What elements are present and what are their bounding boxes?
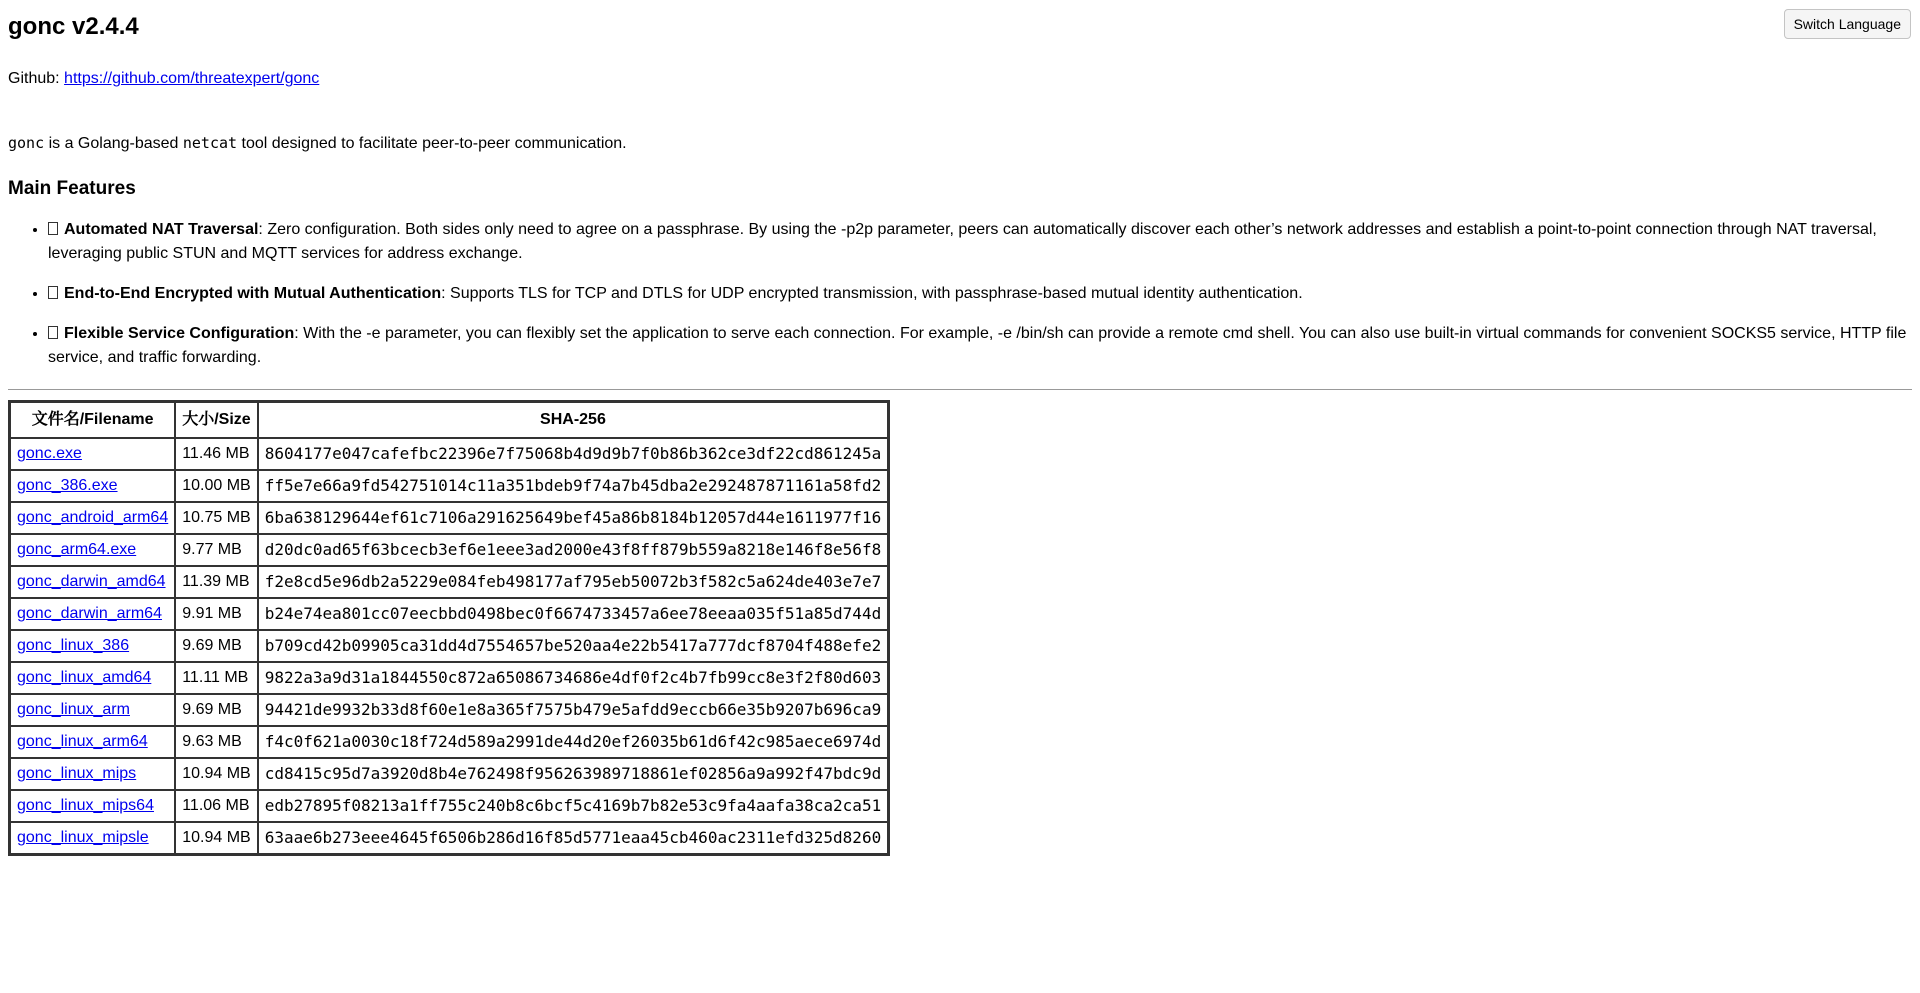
size-cell: 11.46 MB: [175, 438, 257, 470]
download-link[interactable]: gonc.exe: [17, 445, 82, 462]
sha256-cell: ff5e7e66a9fd542751014c11a351bdeb9f74a7b45dba2e292487871161a58fd2: [258, 470, 889, 502]
header-filename: 文件名/Filename: [10, 402, 175, 438]
box-icon: [48, 326, 58, 339]
filename-cell: [10, 758, 175, 790]
feature-item-nat: [48, 218, 1912, 266]
filename-cell: [10, 438, 175, 470]
feature-title: Automated NAT Traversal: [64, 221, 259, 238]
size-cell: 11.06 MB: [175, 790, 257, 822]
filename-cell: [10, 630, 175, 662]
feature-text: : Supports TLS for TCP and DTLS for UDP encrypted transmission, with passphrase-based mutual identity authentication.: [441, 285, 1303, 302]
filename-cell: [10, 662, 175, 694]
intro-text-2: tool designed to facilitate peer-to-peer communication.: [237, 135, 627, 152]
filename-cell: [10, 534, 175, 566]
table-row: [10, 534, 888, 566]
sha256-cell: 6ba638129644ef61c7106a291625649bef45a86b8184b12057d44e1611977f16: [258, 502, 889, 534]
table-row: [10, 790, 888, 822]
filename-cell: [10, 502, 175, 534]
intro-tool: netcat: [182, 134, 238, 152]
size-cell: 10.75 MB: [175, 502, 257, 534]
table-row: [10, 438, 888, 470]
size-cell: 9.69 MB: [175, 694, 257, 726]
table-row: [10, 630, 888, 662]
table-row: [10, 502, 888, 534]
feature-text: : Zero configuration. Both sides only need to agree on a passphrase. By using the -p2p parameter, peers can automatically discover each other’s network addresses and establish a point-to-point connection through NAT traversal, leveraging public STUN and MQTT services for address exchange.: [48, 221, 1877, 262]
feature-title: End-to-End Encrypted with Mutual Authentication: [64, 285, 442, 302]
features-heading: Main Features: [8, 178, 136, 199]
box-icon: [48, 286, 58, 299]
feature-item-service: [48, 322, 1912, 370]
download-link[interactable]: gonc_linux_amd64: [17, 669, 152, 686]
sha256-cell: 9822a3a9d31a1844550c872a65086734686e4df0f2c4b7fb99cc8e3f2f80d603: [258, 662, 889, 694]
table-row: [10, 726, 888, 758]
download-link[interactable]: gonc_linux_mips64: [17, 797, 154, 814]
sha256-cell: cd8415c95d7a3920d8b4e762498f956263989718861ef02856a9a992f47bdc9d: [258, 758, 889, 790]
header-sha256: SHA-256: [258, 402, 889, 438]
divider: [8, 389, 1912, 390]
download-link[interactable]: gonc_linux_arm64: [17, 733, 148, 750]
download-link[interactable]: gonc_darwin_arm64: [17, 605, 162, 622]
sha256-cell: b709cd42b09905ca31dd4d7554657be520aa4e22b5417a777dcf8704f488efe2: [258, 630, 889, 662]
size-cell: 9.69 MB: [175, 630, 257, 662]
download-link[interactable]: gonc_linux_386: [17, 637, 130, 654]
size-cell: 11.11 MB: [175, 662, 257, 694]
download-link[interactable]: gonc_linux_arm: [17, 701, 130, 718]
sha256-cell: 8604177e047cafefbc22396e7f75068b4d9d9b7f0b86b362ce3df22cd861245a: [258, 438, 889, 470]
features-list: [8, 218, 1912, 370]
box-icon: [48, 222, 58, 235]
intro-text-1: is a Golang-based: [44, 135, 183, 152]
table-row: [10, 470, 888, 502]
size-cell: 9.77 MB: [175, 534, 257, 566]
size-cell: 9.63 MB: [175, 726, 257, 758]
downloads-table: [8, 400, 890, 856]
intro-name: gonc: [8, 134, 45, 152]
feature-text: : With the -e parameter, you can flexibly set the application to serve each connection. For example, -e /bin/sh can provide a remote cmd shell. You can also use built-in virtual commands for convenient SOCKS5 service, HTTP file service, and traffic forwarding.: [48, 325, 1907, 366]
sha256-cell: 63aae6b273eee4645f6506b286d16f85d5771eaa45cb460ac2311efd325d8260: [258, 822, 889, 854]
github-link[interactable]: https://github.com/threatexpert/gonc: [64, 70, 320, 87]
sha256-cell: f2e8cd5e96db2a5229e084feb498177af795eb50072b3f582c5a624de403e7e7: [258, 566, 889, 598]
table-row: [10, 662, 888, 694]
sha256-cell: d20dc0ad65f63bcecb3ef6e1eee3ad2000e43f8ff879b559a8218e146f8e56f8: [258, 534, 889, 566]
size-cell: 10.00 MB: [175, 470, 257, 502]
sha256-cell: 94421de9932b33d8f60e1e8a365f7575b479e5afdd9eccb66e35b9207b696ca9: [258, 694, 889, 726]
size-cell: 10.94 MB: [175, 822, 257, 854]
table-header-row: [10, 402, 888, 438]
sha256-cell: f4c0f621a0030c18f724d589a2991de44d20ef26035b61d6f42c985aece6974d: [258, 726, 889, 758]
download-link[interactable]: gonc_android_arm64: [17, 509, 169, 526]
filename-cell: [10, 470, 175, 502]
filename-cell: [10, 822, 175, 854]
download-link[interactable]: gonc_386.exe: [17, 477, 118, 494]
header-size: 大小/Size: [175, 402, 257, 438]
switch-language-button[interactable]: Switch Language: [1784, 9, 1911, 39]
filename-cell: [10, 566, 175, 598]
download-link[interactable]: gonc_linux_mips: [17, 765, 137, 782]
table-row: [10, 598, 888, 630]
intro-text: [8, 131, 1912, 156]
table-row: [10, 694, 888, 726]
filename-cell: [10, 790, 175, 822]
filename-cell: [10, 598, 175, 630]
github-line: [8, 67, 1912, 91]
feature-title: Flexible Service Configuration: [64, 325, 295, 342]
feature-item-encryption: [48, 282, 1912, 306]
table-row: [10, 758, 888, 790]
size-cell: 10.94 MB: [175, 758, 257, 790]
github-label: Github:: [8, 70, 60, 87]
table-row: [10, 566, 888, 598]
size-cell: 11.39 MB: [175, 566, 257, 598]
download-link[interactable]: gonc_linux_mipsle: [17, 829, 149, 846]
filename-cell: [10, 694, 175, 726]
filename-cell: [10, 726, 175, 758]
table-row: [10, 822, 888, 854]
page-title: gonc v2.4.4: [8, 13, 139, 40]
download-link[interactable]: gonc_arm64.exe: [17, 541, 137, 558]
size-cell: 9.91 MB: [175, 598, 257, 630]
sha256-cell: b24e74ea801cc07eecbbd0498bec0f6674733457a6ee78eeaa035f51a85d744d: [258, 598, 889, 630]
sha256-cell: edb27895f08213a1ff755c240b8c6bcf5c4169b7b82e53c9fa4aafa38ca2ca51: [258, 790, 889, 822]
download-link[interactable]: gonc_darwin_amd64: [17, 573, 166, 590]
